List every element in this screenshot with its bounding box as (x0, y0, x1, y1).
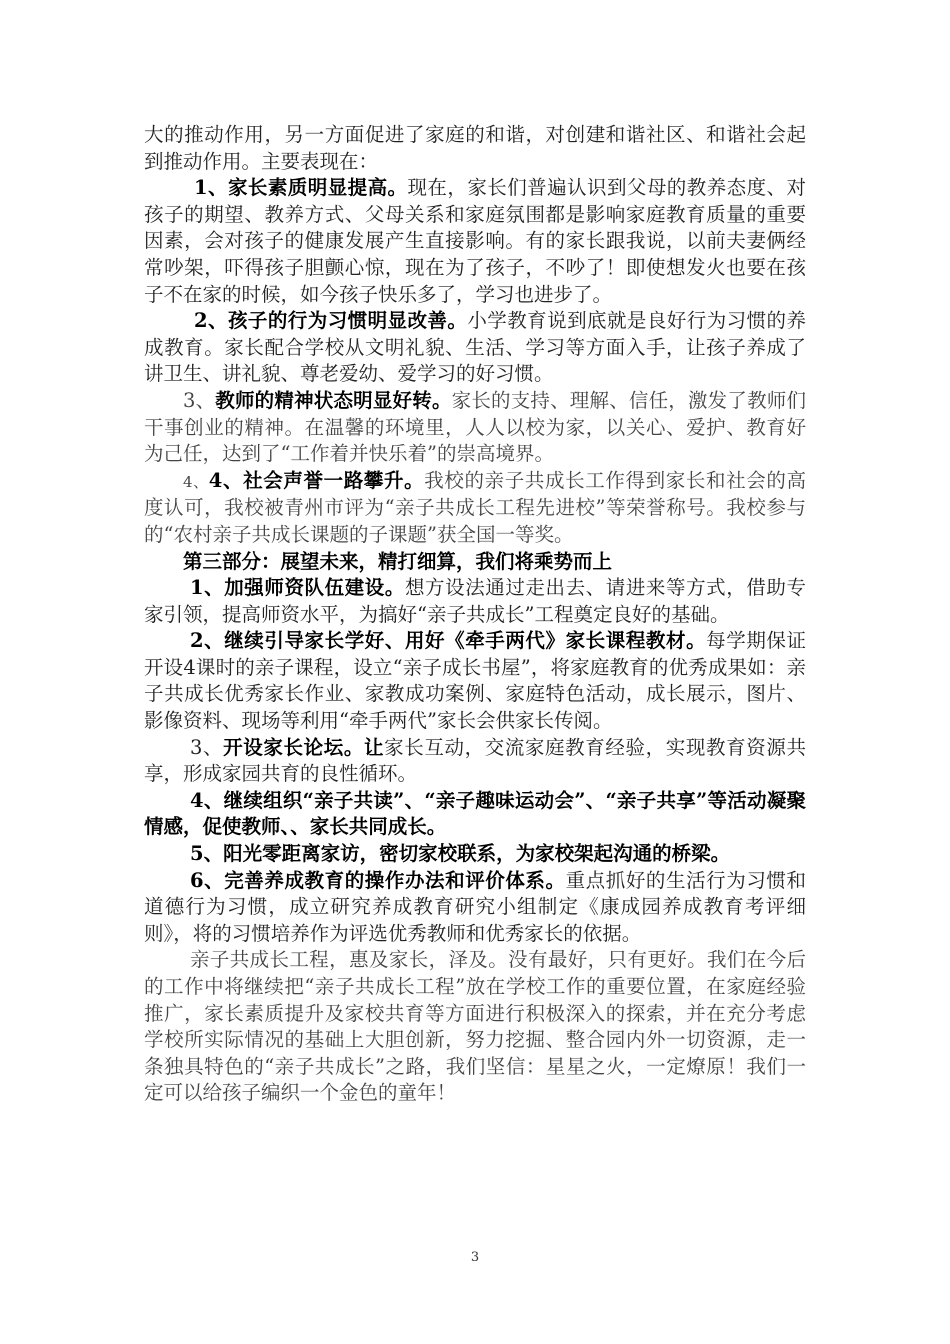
closing-text: 亲子共成长工程，惠及家长，泽及。没有最好，只有更好。我们在今后的工作中将继续把“亲子共成长工程”放在学校工作的重要位置，在家庭经验推广，家长素质提升及家校共育等方面进行积极深入的探索，并在充分考虑学校所实际情况的基础上大胆创新，努力挖掘、整合园内外一切资源，走一条独具特色的“亲子共成长”之路，我们坚信：星星之火，一定燎原！我们一定可以给孩子编织一个金色的童年！ (144, 948, 806, 1105)
part-three-title: 第三部分：展望未来，精打细算，我们将乘势而上 (183, 549, 613, 573)
item-social-reputation-number: 4、 (183, 472, 209, 491)
intro-text: 大的推动作用，另一方面促进了家庭的和谐，对创建和谐社区、和谐社会起到推动作用。主要表现在： (144, 123, 806, 173)
item-teacher-spirit-number: 3、 (183, 388, 216, 412)
plan-teacher-team-heading: 1、加强师资队伍建设。 (190, 576, 405, 600)
item-parent-quality-heading: 1、家长素质明显提高。 (194, 176, 408, 200)
plan-parent-forum-heading: 开设家长论坛。 (223, 735, 364, 759)
plan-parent-course (144, 628, 806, 734)
item-teacher-spirit-heading: 教师的精神状态明显好转。 (215, 388, 452, 412)
plan-parent-forum-body: 家长互动，交流家庭教育经验，实现教育资源共享，形成家园共育的良性循环。 (144, 735, 806, 786)
plan-home-visits (144, 841, 806, 868)
plan-activities-heading: 4、继续组织“亲子共读”、“亲子趣味运动会”、“亲子共享”等活动凝聚情感，促使教师、、家长共同成长。 (144, 788, 806, 839)
item-parent-quality (144, 175, 806, 308)
item-social-reputation-body: 我校的亲子共成长工作得到家长和社会的高度认可，我校被青州市评为“亲子共成长工程先进校”等荣誉称号。我校参与的“农村亲子共成长课题的子课题”获全国一等奖。 (144, 468, 806, 546)
plan-teacher-team (144, 575, 806, 628)
item-child-habits-heading: 2、孩子的行为习惯明显改善。 (194, 309, 468, 333)
item-social-reputation-heading: 4、社会声誉一路攀升。 (208, 468, 425, 492)
item-child-habits-body: 小学教育说到底就是良好行为习惯的养成教育。家长配合学校从文明礼貌、生活、学习等方面入手，让孩子养成了讲卫生、讲礼貌、尊老爱幼、爱学习的好习惯。 (144, 309, 806, 386)
item-child-habits (144, 308, 806, 388)
plan-parent-forum (144, 735, 806, 788)
plan-habit-evaluation-heading: 6、完善养成教育的操作办法和评价体系。 (190, 868, 566, 892)
plan-parent-course-body: 每学期保证开设4课时的亲子课程，设立“亲子成长书屋”，将家庭教育的优秀成果如：亲子共成长优秀家长作业、家教成功案例、家庭特色活动，成长展示，图片、影像资料、现场等利用“牵手两代”家长会供家长传阅。 (144, 629, 806, 733)
item-parent-quality-body: 现在，家长们普遍认识到父母的教养态度、对孩子的期望、教养方式、父母关系和家庭氛围都是影响家庭教育质量的重要因素，会对孩子的健康发展产生直接影响。有的家长跟我说，以前夫妻俩经常吵架，吓得孩子胆颤心惊，现在为了孩子，不吵了！即使想发火也要在孩子不在家的时候，如今孩子快乐多了，学习也进步了。 (144, 176, 806, 306)
plan-activities (144, 788, 806, 841)
document-page (144, 122, 806, 1107)
plan-home-visits-heading: 5、阳光零距离家访，密切家校联系，为家校架起沟通的桥梁。 (190, 842, 731, 866)
closing-paragraph (144, 947, 806, 1107)
plan-teacher-team-body: 想方设法通过走出去、请进来等方式，借助专家引领，提高师资水平，为搞好“亲子共成长”工程奠定良好的基础。 (144, 576, 806, 626)
plan-parent-course-heading: 2、继续引导家长学好、用好《牵手两代》家长课程教材。 (190, 629, 707, 653)
plan-habit-evaluation-body: 重点抓好的生活行为习惯和道德行为习惯，成立研究养成教育研究小组制定《康成园养成教育考评细则》，将的习惯培养作为评选优秀教师和优秀家长的依据。 (144, 868, 806, 945)
item-social-reputation (144, 468, 806, 549)
item-teacher-spirit (144, 388, 806, 468)
item-teacher-spirit-body: 家长的支持、理解、信任，激发了教师们干事创业的精神。在温馨的环境里，人人以校为家，以关心、爱护、教育好为己任，达到了“工作着并快乐着”的崇高境界。 (144, 388, 806, 466)
intro-paragraph (144, 122, 806, 175)
plan-parent-forum-number: 3、 (190, 735, 224, 759)
part-three-heading (144, 549, 806, 576)
page-number: 3 (470, 1250, 480, 1265)
plan-parent-forum-lead: 让 (363, 735, 385, 759)
plan-habit-evaluation (144, 868, 806, 948)
